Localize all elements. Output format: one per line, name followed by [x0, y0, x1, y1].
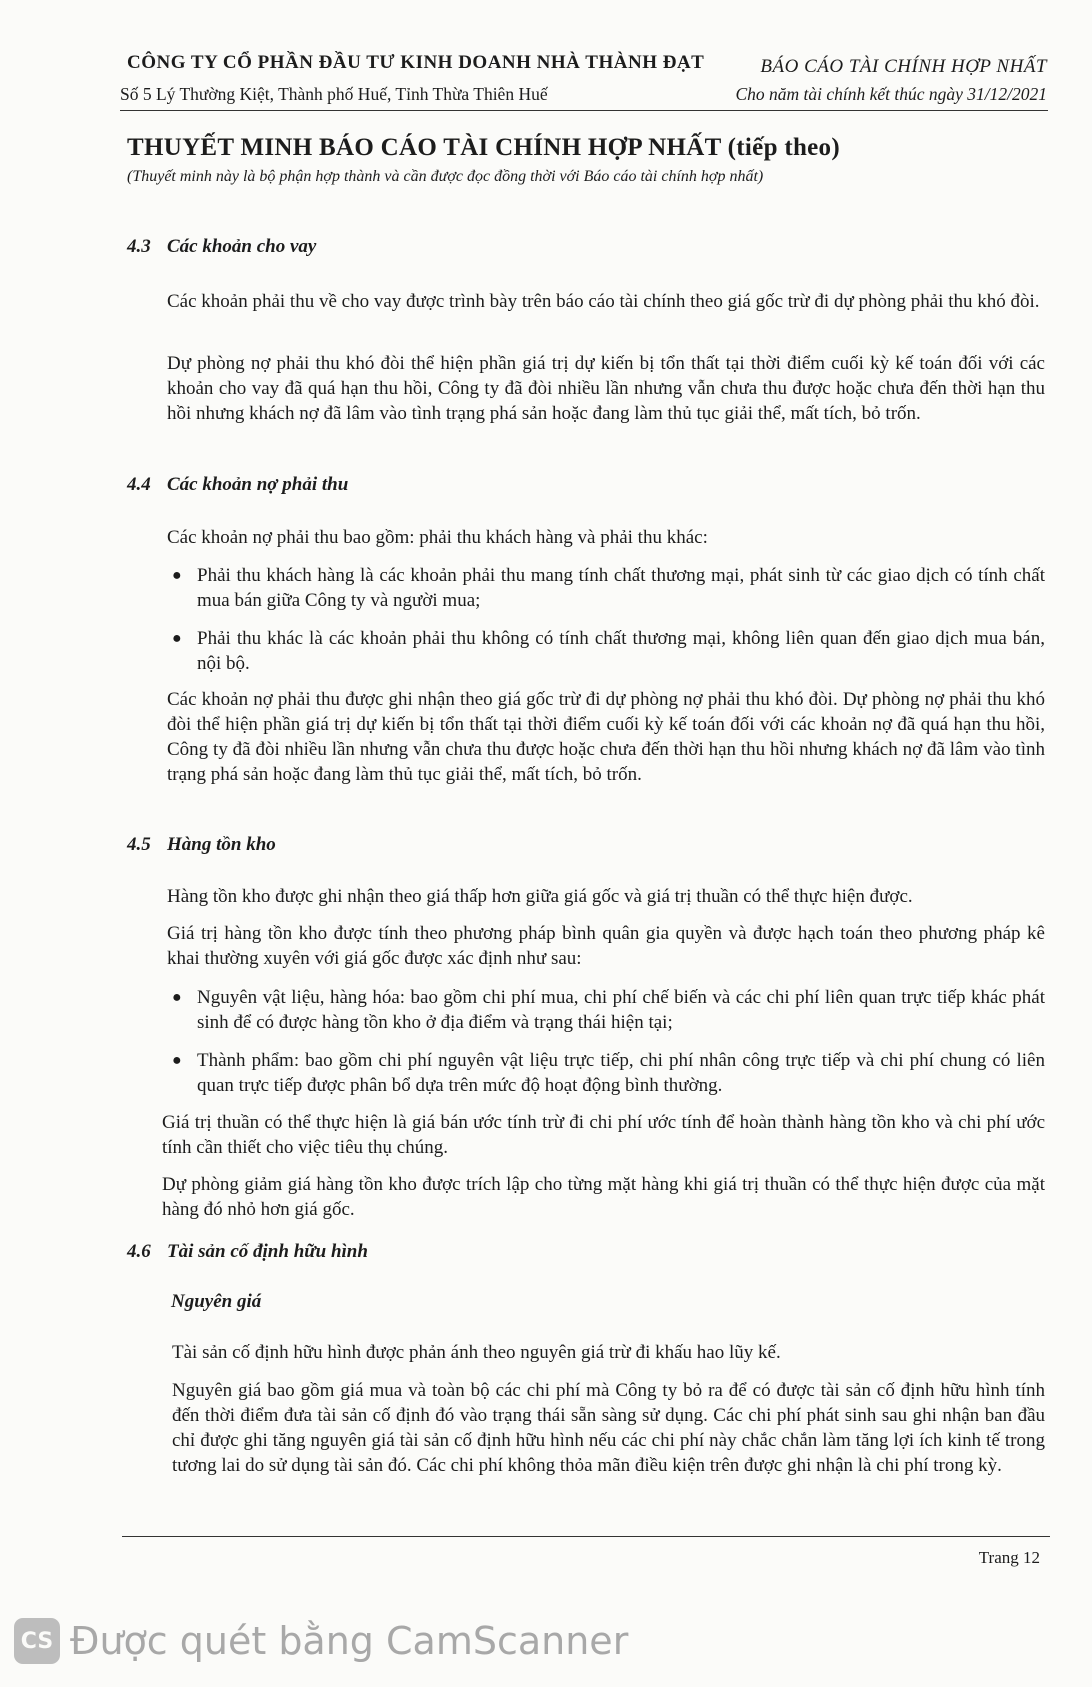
report-period: Cho năm tài chính kết thúc ngày 31/12/2021 [735, 84, 1047, 104]
paragraph: Tài sản cố định hữu hình được phản ánh theo nguyên giá trừ đi khấu hao lũy kế. [172, 1342, 781, 1363]
section-number: 4.3 [127, 236, 151, 257]
bullet-icon: ● [172, 1052, 182, 1069]
section-title: Tài sản cố định hữu hình [167, 1241, 368, 1262]
bullet-icon: ● [172, 630, 182, 647]
paragraph: Giá trị thuần có thể thực hiện là giá bán ước tính trừ đi chi phí ước tính để hoàn thành hàng tồn kho và chi phí ước tính cần thiết cho việc tiêu thụ chúng. [162, 1112, 1045, 1158]
page-number: Trang 12 [978, 1548, 1040, 1567]
camscanner-watermark [14, 1618, 628, 1664]
footer-divider [122, 1536, 1050, 1537]
section-title: Các khoản nợ phải thu [167, 474, 349, 495]
paragraph: Dự phòng giảm giá hàng tồn kho được trích lập cho từng mặt hàng khi giá trị thuần có thể thực hiện được của mặt hàng đó nhỏ hơn giá gốc. [162, 1174, 1045, 1220]
section-heading-4-4 [127, 474, 348, 496]
report-title: BÁO CÁO TÀI CHÍNH HỢP NHẤT [760, 56, 1047, 77]
paragraph: Dự phòng nợ phải thu khó đòi thể hiện phần giá trị dự kiến bị tổn thất tại thời điểm cuối kỳ kế toán đối với các khoản cho vay đã quá hạn thu hồi, Công ty đã đòi nhiều lần nhưng vẫn chưa thu được hoặc chưa đến thời hạn thu hồi nhưng khách nợ đã lâm vào tình trạng phá sản hoặc đang làm thủ tục giải thể, mất tích, bỏ trốn. [167, 353, 1045, 424]
section-title: Các khoản cho vay [167, 236, 317, 257]
section-heading-4-3 [127, 236, 316, 258]
section-heading-4-5 [127, 834, 276, 856]
paragraph: Các khoản phải thu về cho vay được trình bày trên báo cáo tài chính theo giá gốc trừ đi dự phòng phải thu khó đòi. [167, 291, 1040, 312]
bullet-icon: ● [172, 567, 182, 584]
subsection-heading: Nguyên giá [171, 1291, 262, 1312]
watermark-text: Được quét bằng CamScanner [70, 1619, 629, 1663]
section-number: 4.5 [127, 834, 151, 855]
company-name: CÔNG TY CỔ PHẦN ĐẦU TƯ KINH DOANH NHÀ THÀNH ĐẠT [127, 52, 705, 73]
document-note: (Thuyết minh này là bộ phận hợp thành và cần được đọc đồng thời với Báo cáo tài chính hợp nhất) [127, 168, 764, 185]
paragraph: Giá trị hàng tồn kho được tính theo phương pháp bình quân gia quyền và được hạch toán theo phương pháp kê khai thường xuyên với giá gốc được xác định như sau: [167, 923, 1045, 969]
paragraph: Các khoản nợ phải thu được ghi nhận theo giá gốc trừ đi dự phòng nợ phải thu khó đòi. Dự phòng nợ phải thu khó đòi thể hiện phần giá trị dự kiến bị tổn thất tại thời điểm cuối kỳ kế toán đối với các khoản nợ đã quá hạn thu hồi, Công ty đã đòi nhiều lần nhưng vẫn chưa thu được hoặc chưa đến thời hạn thu hồi nhưng khách nợ đã lâm vào tình trạng phá sản hoặc đang làm thủ tục giải thể, mất tích, bỏ trốn. [167, 689, 1045, 785]
header-divider [120, 110, 1048, 111]
document-title: THUYẾT MINH BÁO CÁO TÀI CHÍNH HỢP NHẤT (tiếp theo) [127, 134, 840, 161]
section-heading-4-6 [127, 1241, 368, 1263]
paragraph: Hàng tồn kho được ghi nhận theo giá thấp hơn giữa giá gốc và giá trị thuần có thể thực hiện được. [167, 886, 913, 907]
paragraph: Các khoản nợ phải thu bao gồm: phải thu khách hàng và phải thu khác: [167, 527, 708, 548]
section-title: Hàng tồn kho [167, 834, 276, 855]
list-item: Phải thu khách hàng là các khoản phải thu mang tính chất thương mại, phát sinh từ các giao dịch có tính chất mua bán giữa Công ty và người mua; [197, 565, 1045, 611]
camscanner-logo-icon: CS [14, 1618, 60, 1664]
list-item: Thành phẩm: bao gồm chi phí nguyên vật liệu trực tiếp, chi phí nhân công trực tiếp và chi phí chung có liên quan trực tiếp được phân bổ dựa trên mức độ hoạt động bình thường. [197, 1050, 1045, 1096]
list-item: Nguyên vật liệu, hàng hóa: bao gồm chi phí mua, chi phí chế biến và các chi phí liên quan trực tiếp khác phát sinh để có được hàng tồn kho ở địa điểm và trạng thái hiện tại; [197, 987, 1045, 1033]
company-address: Số 5 Lý Thường Kiệt, Thành phố Huế, Tỉnh Thừa Thiên Huế [120, 84, 548, 104]
section-number: 4.6 [127, 1241, 151, 1262]
section-number: 4.4 [127, 474, 151, 495]
paragraph: Nguyên giá bao gồm giá mua và toàn bộ các chi phí mà Công ty bỏ ra để có được tài sản cố định hữu hình tính đến thời điểm đưa tài sản cố định đó vào trạng thái sẵn sàng sử dụng. Các chi phí phát sinh sau ghi nhận ban đầu chỉ được ghi tăng nguyên giá tài sản cố định hữu hình nếu các chi phí này chắc chắn làm tăng lợi ích kinh tế trong tương lai do sử dụng tài sản đó. Các chi phí không thỏa mãn điều kiện trên được ghi nhận là chi phí trong kỳ. [172, 1380, 1045, 1476]
list-item: Phải thu khác là các khoản phải thu không có tính chất thương mại, không liên quan đến giao dịch mua bán, nội bộ. [197, 628, 1045, 674]
bullet-icon: ● [172, 989, 182, 1006]
